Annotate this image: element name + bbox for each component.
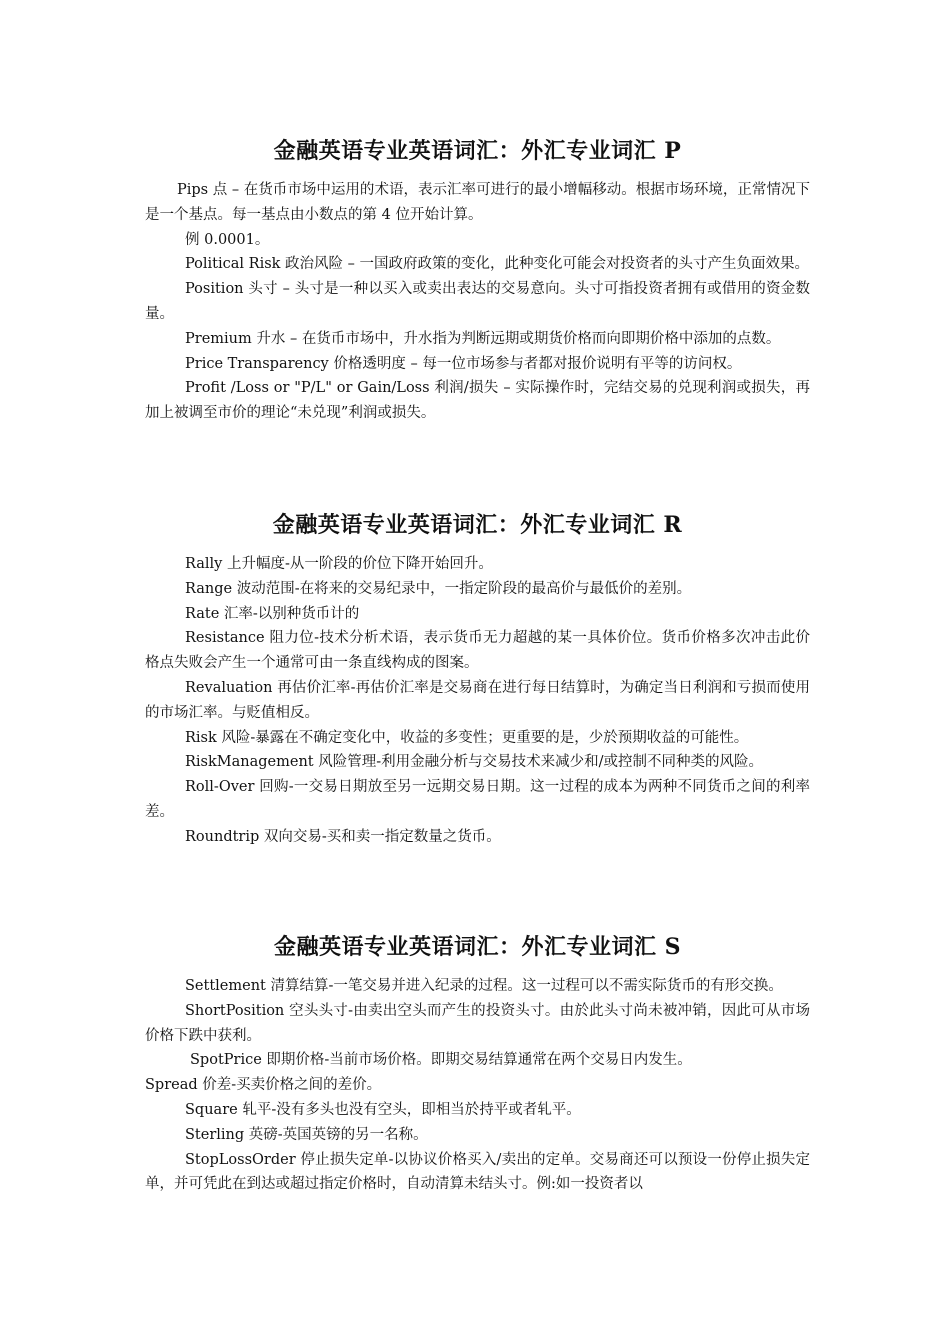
entry-resistance: Resistance 阻力位-技术分析术语，表示货币无力超越的某一具体价位。货币价格多次冲击此价格点失败会产生一个通常可由一条直线构成的图案。: [145, 630, 810, 672]
entry-rally: Rally 上升幅度-从一阶段的价位下降开始回升。: [185, 556, 493, 572]
entry-pips: Pips 点 – 在货币市场中运用的术语，表示汇率可进行的最小增幅移动。根据市场环境，正常情况下是一个基点。每一基点由小数点的第 4 位开始计算。: [145, 182, 810, 223]
section-p: [145, 136, 810, 426]
entry-rate: Rate 汇率-以别种货币计的: [185, 605, 360, 622]
entry-risk: Risk 风险-暴露在不确定变化中，收益的多变性；更重要的是，少於预期收益的可能性。: [185, 729, 749, 746]
entry-roundtrip: Roundtrip 双向交易-买和卖一指定数量之货币。: [185, 828, 501, 845]
entry-settlement: Settlement 清算结算-一笔交易并进入纪录的过程。这一过程可以不需实际货币的有形交换。: [185, 978, 783, 994]
entry-short-position: ShortPosition 空头头寸-由卖出空头而产生的投资头寸。由於此头寸尚未被冲销，因此可从市场价格下跌中获利。: [145, 1002, 810, 1044]
entry-example: 例 0.0001。: [185, 231, 270, 248]
entry-sterling: Sterling 英磅-英国英镑的另一名称。: [185, 1126, 428, 1143]
section-title: 金融英语专业英语词汇：外汇专业词汇 R: [272, 512, 683, 538]
entry-political-risk: Political Risk 政治风险 – 一国政府政策的变化，此种变化可能会对投资者的头寸产生负面效果。: [185, 256, 810, 273]
entry-roll-over: Roll-Over 回购-一交易日期放至另一远期交易日期。这一过程的成本为两种不同货币之间的利率差。: [145, 779, 810, 820]
entry-revaluation: Revaluation 再估价汇率-再估价汇率是交易商在进行每日结算时，为确定当日利润和亏损而使用的市场汇率。与贬值相反。: [145, 679, 810, 721]
entry-stop-loss-order: StopLossOrder 停止损失定单-以协议价格买入/卖出的定单。交易商还可以预设一份停止损失定单，并可凭此在到达或超过指定价格时，自动清算未结头寸。例:如一投资者以: [145, 1151, 810, 1193]
entry-price-transparency: Price Transparency 价格透明度 – 每一位市场参与者都对报价说明有平等的访问权。: [185, 355, 742, 372]
entry-premium: Premium 升水 – 在货币市场中，升水指为判断远期或期货价格而向即期价格中添加的点数。: [185, 330, 781, 347]
section-title: 金融英语专业英语词汇：外汇专业词汇 S: [273, 934, 682, 960]
entry-range: Range 波动范围-在将来的交易纪录中，一指定阶段的最高价与最低价的差别。: [185, 580, 692, 597]
entry-square: Square 轧平-没有多头也没有空头，即相当於持平或者轧平。: [185, 1101, 581, 1118]
section-r: [145, 510, 810, 850]
entry-risk-management: RiskManagement 风险管理-利用金融分析与交易技术来减少和/或控制不同种类的风险。: [185, 754, 764, 771]
section-s: [145, 932, 810, 1197]
entry-spread: Spread 价差-买卖价格之间的差价。: [145, 1077, 382, 1094]
entry-profit-loss: Profit /Loss or "P/L" or Gain/Loss 利润/损失 – 实际操作时，完结交易的兑现利润或损失，再加上被调至市价的理论“未兑现”利润或损失。: [145, 380, 810, 422]
entry-position: Position 头寸 – 头寸是一种以买入或卖出表达的交易意向。头寸可指投资者拥有或借用的资金数量。: [145, 281, 810, 322]
section-title: 金融英语专业英语词汇：外汇专业词汇 P: [273, 138, 682, 164]
entry-spot-price: SpotPrice 即期价格-当前市场价格。即期交易结算通常在两个交易日内发生。: [190, 1052, 692, 1069]
